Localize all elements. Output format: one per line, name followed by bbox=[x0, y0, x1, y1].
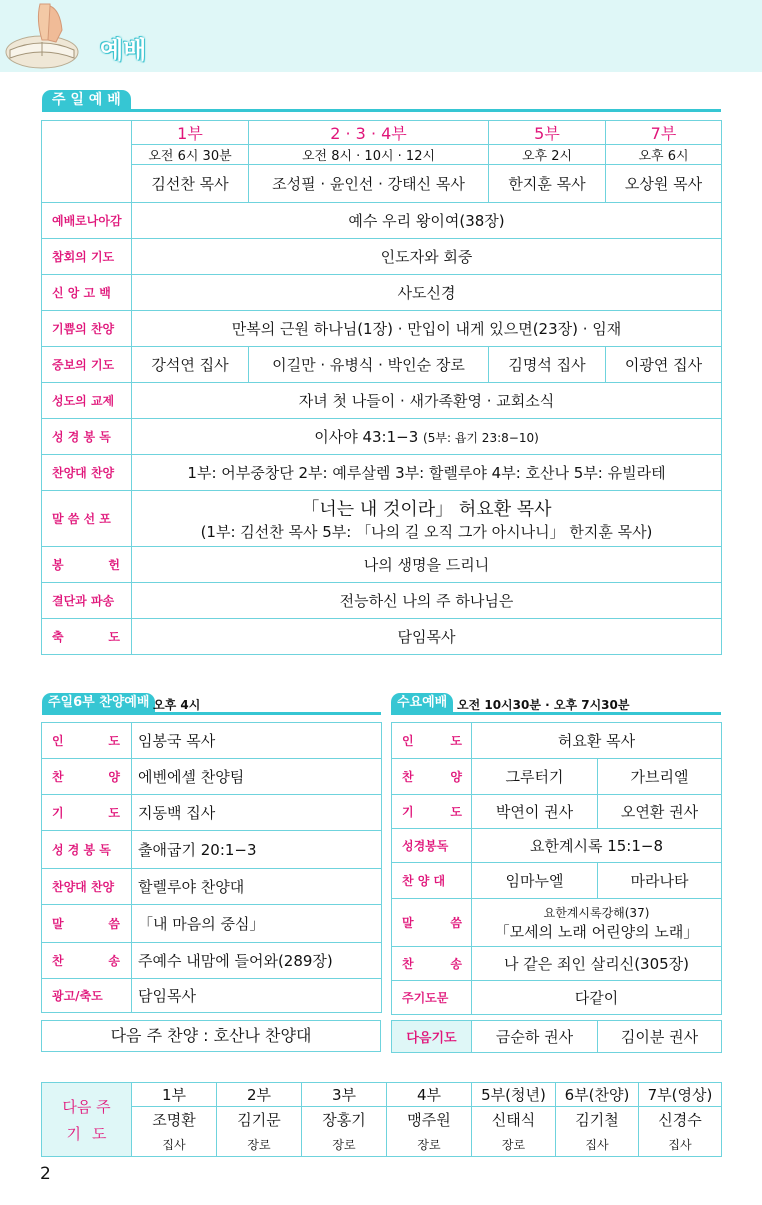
service-leader: 오상원 목사 bbox=[606, 165, 722, 203]
row-label: 결단과 파송 bbox=[42, 583, 132, 619]
praying-hands-bible-icon bbox=[2, 0, 92, 72]
service-time: 오후 2시 bbox=[489, 145, 606, 165]
row-value: 할렐루야 찬양대 bbox=[132, 869, 382, 905]
service-name: 2 · 3 · 4부 bbox=[249, 121, 489, 145]
row-value: 나 같은 죄인 살리신(305장) bbox=[472, 947, 722, 981]
prayer-name: 장홍기 bbox=[302, 1107, 387, 1133]
label-char: 찬 bbox=[52, 954, 64, 968]
row-value: 오연환 권사 bbox=[598, 795, 722, 829]
label-char: 도 bbox=[450, 734, 462, 748]
row-label: 주기도문 bbox=[392, 981, 472, 1015]
next-choir-text: 다음 주 찬양 : 호산나 찬양대 bbox=[110, 1026, 312, 1045]
row-value: 요한계시록 15:1−8 bbox=[472, 829, 722, 863]
service-name: 1부 bbox=[132, 121, 249, 145]
row-value: 그루터기 bbox=[472, 759, 598, 795]
row-value: 가브리엘 bbox=[598, 759, 722, 795]
row-label bbox=[392, 759, 472, 795]
row-value: 임봉국 목사 bbox=[132, 723, 382, 759]
row-value: 만복의 근원 하나님(1장) · 만입이 내게 있으면(23장) · 임재 bbox=[132, 311, 722, 347]
row-label: 성 경 봉 독 bbox=[42, 831, 132, 869]
service-name: 2부 bbox=[217, 1083, 302, 1107]
label-char: 도 bbox=[92, 1124, 107, 1143]
service-time: 오전 6시 30분 bbox=[132, 145, 249, 165]
label-char: 축 bbox=[52, 630, 64, 644]
row-label bbox=[42, 759, 132, 795]
prayer-name: 김기철 bbox=[556, 1107, 639, 1133]
row-label: 신 앙 고 백 bbox=[42, 275, 132, 311]
service-time: 오전 8시 · 10시 · 12시 bbox=[249, 145, 489, 165]
sunday-tab-underline bbox=[42, 109, 721, 112]
label-char: 찬 bbox=[52, 770, 64, 784]
label-char: 송 bbox=[450, 957, 462, 971]
row-value: 사도신경 bbox=[132, 275, 722, 311]
service-leader: 조성필 · 윤인선 · 강태신 목사 bbox=[249, 165, 489, 203]
prayer-title: 장로 bbox=[302, 1133, 387, 1157]
service-name: 4부 bbox=[387, 1083, 472, 1107]
prayer-title: 장로 bbox=[217, 1133, 302, 1157]
service-leader: 한지훈 목사 bbox=[489, 165, 606, 203]
next-week-label-line1: 다음 주 bbox=[62, 1097, 111, 1116]
wednesday-table bbox=[391, 722, 722, 1015]
label-char: 송 bbox=[108, 954, 120, 968]
service-leader: 김선찬 목사 bbox=[132, 165, 249, 203]
prayer-name: 맹주원 bbox=[387, 1107, 472, 1133]
label-char: 양 bbox=[450, 770, 462, 784]
prayer-person: 이광연 집사 bbox=[606, 347, 722, 383]
prayer-title: 장로 bbox=[387, 1133, 472, 1157]
prayer-name: 신경수 bbox=[639, 1107, 722, 1133]
label-char: 인 bbox=[52, 734, 64, 748]
label-char: 양 bbox=[108, 770, 120, 784]
row-label: 예배로나아감 bbox=[42, 203, 132, 239]
sunday-service-tab: 주 일 예 배 bbox=[42, 90, 131, 110]
row-value bbox=[472, 899, 722, 947]
row-value: 담임목사 bbox=[132, 979, 382, 1013]
reading-note: (5부: 욥기 23:8−10) bbox=[423, 431, 539, 445]
label-char: 헌 bbox=[108, 558, 120, 572]
row-value: 에벤에셀 찬양팀 bbox=[132, 759, 382, 795]
label-char: 도 bbox=[108, 630, 120, 644]
service-name: 5부 bbox=[489, 121, 606, 145]
prayer-name: 김기문 bbox=[217, 1107, 302, 1133]
row-label: 성경봉독 bbox=[392, 829, 472, 863]
next-choir-box bbox=[41, 1020, 381, 1052]
praise6-underline bbox=[42, 712, 381, 715]
row-label bbox=[42, 547, 132, 583]
wednesday-underline bbox=[391, 712, 721, 715]
row-label bbox=[42, 943, 132, 979]
row-label bbox=[392, 795, 472, 829]
prayer-person: 김명석 집사 bbox=[489, 347, 606, 383]
row-value: 담임목사 bbox=[132, 619, 722, 655]
prayer-title: 집사 bbox=[132, 1133, 217, 1157]
service-name: 1부 bbox=[132, 1083, 217, 1107]
label-char: 말 bbox=[402, 916, 414, 930]
sunday-service-table bbox=[41, 120, 722, 655]
next-prayer-label: 다음기도 bbox=[392, 1021, 472, 1053]
row-value bbox=[132, 491, 722, 547]
row-label: 찬 양 대 bbox=[392, 863, 472, 899]
row-value: 마라나타 bbox=[598, 863, 722, 899]
row-value: 「내 마음의 중심」 bbox=[132, 905, 382, 943]
row-label: 기쁨의 찬양 bbox=[42, 311, 132, 347]
row-label bbox=[42, 795, 132, 831]
next-prayer-person: 금순하 권사 bbox=[472, 1021, 598, 1053]
row-value: 나의 생명을 드리니 bbox=[132, 547, 722, 583]
row-label bbox=[392, 723, 472, 759]
label-char: 찬 bbox=[402, 770, 414, 784]
row-value: 임마누엘 bbox=[472, 863, 598, 899]
row-value: 지동백 집사 bbox=[132, 795, 382, 831]
prayer-name: 신태식 bbox=[472, 1107, 556, 1133]
row-label bbox=[392, 899, 472, 947]
row-value: 허요환 목사 bbox=[472, 723, 722, 759]
row-label bbox=[42, 619, 132, 655]
row-label: 말 씀 선 포 bbox=[42, 491, 132, 547]
row-value: 1부: 어부중창단 2부: 예루살렘 3부: 할렐루야 4부: 호산나 5부: 유빌라테 bbox=[132, 455, 722, 491]
row-label: 찬양대 찬양 bbox=[42, 869, 132, 905]
row-label bbox=[42, 723, 132, 759]
next-prayer-person: 김이분 권사 bbox=[598, 1021, 722, 1053]
label-char: 말 bbox=[52, 917, 64, 931]
prayer-title: 집사 bbox=[556, 1133, 639, 1157]
row-label: 찬양대 찬양 bbox=[42, 455, 132, 491]
praise6-time: 오후 4시 bbox=[153, 698, 201, 712]
label-char: 도 bbox=[108, 806, 120, 820]
service-time: 오후 6시 bbox=[606, 145, 722, 165]
label-char: 인 bbox=[402, 734, 414, 748]
praise6-table bbox=[41, 722, 382, 1013]
row-value: 전능하신 나의 주 하나님은 bbox=[132, 583, 722, 619]
page-title: 예배 bbox=[100, 36, 147, 64]
wednesday-tab: 수요예배 bbox=[391, 693, 453, 713]
service-name: 7부 bbox=[606, 121, 722, 145]
sermon-note: (1부: 김선찬 목사 5부: 「나의 길 오직 그가 아시나니」 한지훈 목사) bbox=[200, 523, 653, 541]
label-char: 봉 bbox=[52, 558, 64, 572]
label-char: 씀 bbox=[108, 917, 120, 931]
label-char: 기 bbox=[402, 805, 414, 819]
label-char: 기 bbox=[66, 1124, 81, 1143]
label-char: 도 bbox=[450, 805, 462, 819]
label-char: 도 bbox=[108, 734, 120, 748]
label-char: 찬 bbox=[402, 957, 414, 971]
sermon-title: 「모세의 노래 어린양의 노래」 bbox=[494, 922, 699, 941]
row-value: 다같이 bbox=[472, 981, 722, 1015]
row-label: 중보의 기도 bbox=[42, 347, 132, 383]
row-value: 인도자와 회중 bbox=[132, 239, 722, 275]
row-label: 참회의 기도 bbox=[42, 239, 132, 275]
row-label: 광고/축도 bbox=[42, 979, 132, 1013]
row-value bbox=[132, 419, 722, 455]
next-prayer-table bbox=[391, 1020, 722, 1053]
row-value: 박연이 권사 bbox=[472, 795, 598, 829]
prayer-name: 조명환 bbox=[132, 1107, 217, 1133]
row-value: 출애굽기 20:1−3 bbox=[132, 831, 382, 869]
prayer-title: 집사 bbox=[639, 1133, 722, 1157]
sermon-title: 「너는 내 것이라」 허요환 목사 bbox=[301, 499, 552, 520]
praise6-tab: 주일6부 찬양예배 bbox=[42, 693, 155, 713]
service-name: 6부(찬양) bbox=[556, 1083, 639, 1107]
label-char: 기 bbox=[52, 806, 64, 820]
wednesday-time: 오전 10시30분 · 오후 7시30분 bbox=[457, 698, 630, 712]
service-name: 3부 bbox=[302, 1083, 387, 1107]
prayer-person: 이길만 · 유병식 · 박인순 장로 bbox=[249, 347, 489, 383]
row-label: 성도의 교제 bbox=[42, 383, 132, 419]
row-value: 예수 우리 왕이여(38장) bbox=[132, 203, 722, 239]
sermon-series: 요한계시록강해(37) bbox=[543, 905, 650, 920]
next-week-prayer-table bbox=[41, 1082, 722, 1157]
header-empty-cell bbox=[42, 121, 132, 203]
row-label: 성 경 봉 독 bbox=[42, 419, 132, 455]
prayer-title: 장로 bbox=[472, 1133, 556, 1157]
row-label bbox=[42, 905, 132, 943]
service-name: 7부(영상) bbox=[639, 1083, 722, 1107]
row-label bbox=[392, 947, 472, 981]
label-char: 씀 bbox=[450, 916, 462, 930]
row-value: 자녀 첫 나들이 · 새가족환영 · 교회소식 bbox=[132, 383, 722, 419]
prayer-person: 강석연 집사 bbox=[132, 347, 249, 383]
row-value: 주예수 내맘에 들어와(289장) bbox=[132, 943, 382, 979]
service-name: 5부(청년) bbox=[472, 1083, 556, 1107]
reading-main: 이사야 43:1−3 bbox=[314, 428, 419, 446]
page-number: 2 bbox=[40, 1164, 51, 1184]
next-week-label bbox=[42, 1083, 132, 1157]
